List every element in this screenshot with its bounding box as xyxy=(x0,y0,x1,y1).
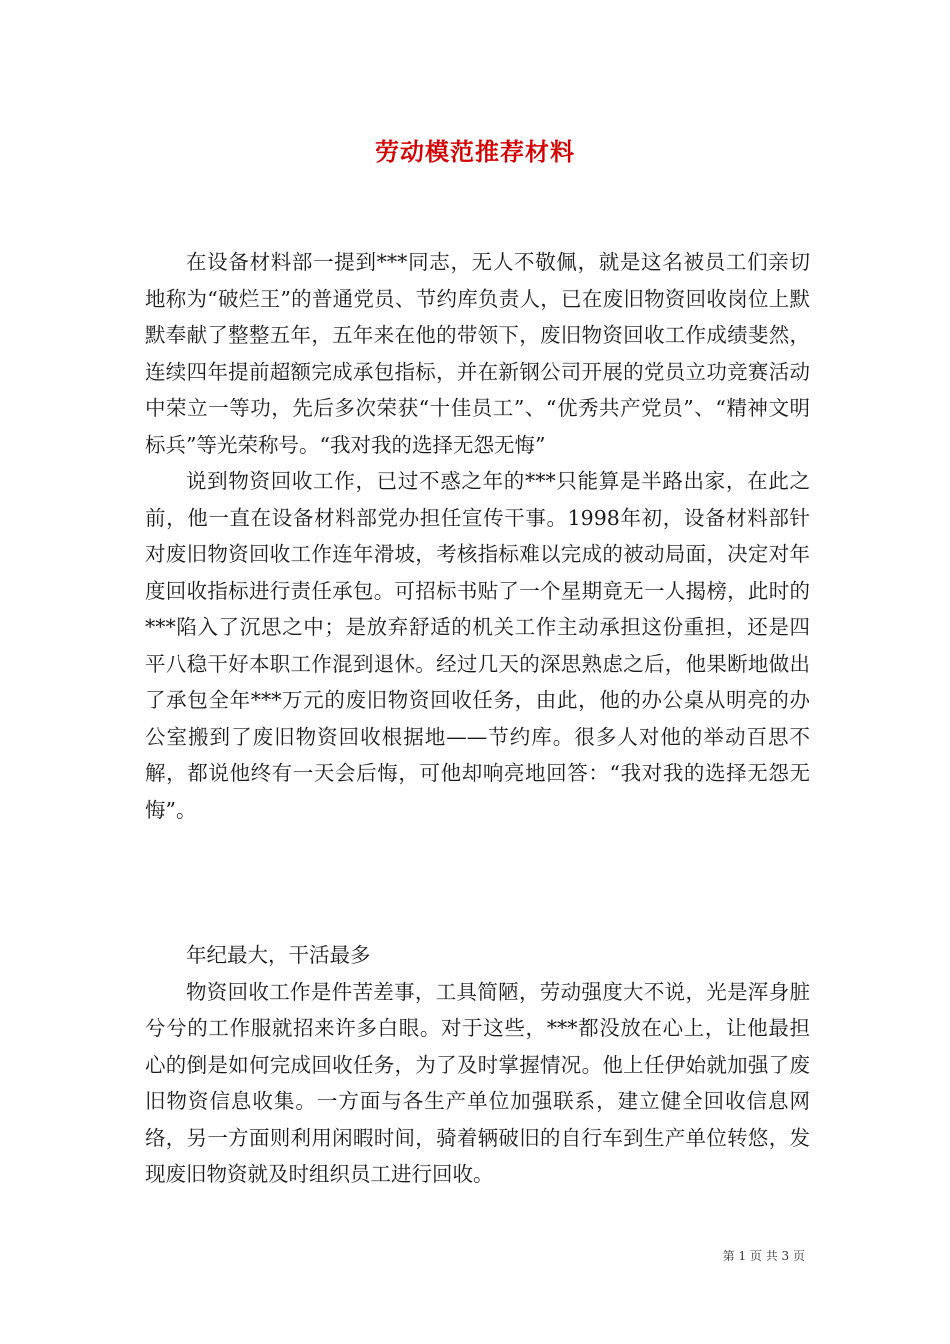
section-heading: 年纪最大，干活最多 xyxy=(186,943,371,967)
paragraph-1: 在设备材料部一提到***同志，无人不敬佩，就是这名被员工们亲切地称为“破烂王”的普通党员、节约库负责人，已在废旧物资回收岗位上默默奉献了整整五年，五年来在他的带领下，废旧物资回收工作成绩斐然，连续四年提前超额完成承包指标，并在新钢公司开展的党员立功竞赛活动中荣立一等功，先后多次荣获“十佳员工”、“优秀共产党员”、“精神文明标兵”等光荣称号。“我对我的选择无怨无悔” xyxy=(145,250,810,457)
document-body xyxy=(145,244,810,828)
page-number: 第 1 页 共 3 页 xyxy=(722,1249,805,1263)
paragraph-2: 说到物资回收工作，已过不惑之年的***只能算是半路出家，在此之前，他一直在设备材料部党办担任宣传干事。1998年初，设备材料部针对废旧物资回收工作连年滑坡，考核指标难以完成的被动局面，决定对年度回收指标进行责任承包。可招标书贴了一个星期竟无一人揭榜，此时的***陷入了沉思之中；是放弃舒适的机关工作主动承担这份重担，还是四平八稳干好本职工作混到退休。经过几天的深思熟虑之后，他果断地做出了承包全年***万元的废旧物资回收任务，由此，他的办公桌从明亮的办公室搬到了废旧物资回收根据地——节约库。很多人对他的举动百思不解，都说他终有一天会后悔，可他却响亮地回答：“我对我的选择无怨无悔”。 xyxy=(145,469,810,822)
section-paragraph: 物资回收工作是件苦差事，工具简陋，劳动强度大不说，光是浑身脏兮兮的工作服就招来许多白眼。对于这些，***都没放在心上，让他最担心的倒是如何完成回收任务，为了及时掌握情况。他上任伊始就加强了废旧物资信息收集。一方面与各生产单位加强联系，建立健全回收信息网络，另一方面则利用闲暇时间，骑着辆破旧的自行车到生产单位转悠，发现废旧物资就及时组织员工进行回收。 xyxy=(145,979,810,1186)
document-title: 劳动模范推荐材料 xyxy=(375,137,575,166)
document-section xyxy=(145,937,810,1193)
